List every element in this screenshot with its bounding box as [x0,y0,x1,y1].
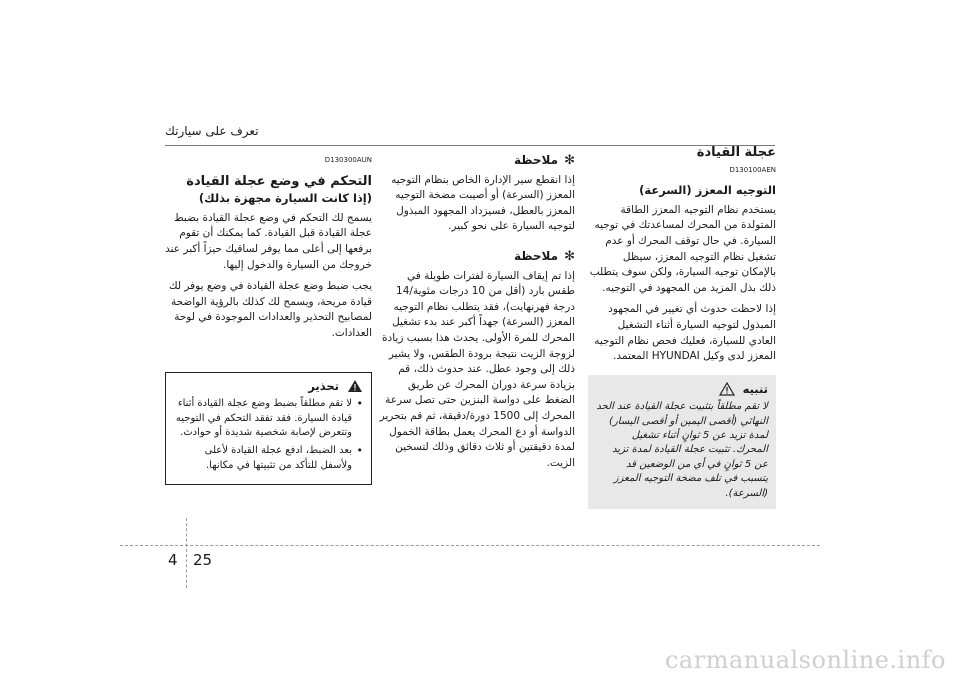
running-title: تعرف على سيارتك [165,124,259,138]
note-heading [377,249,575,265]
page-number: 25 [193,551,213,569]
paragraph: يسمح لك التحكم في وضع عجلة القيادة بضبط عجلة القيادة قبل القيادة. كما يمكنك أن تقوم برفعها إلى أعلى مما يوفر لساقيك حيزاً أكبر عند خروجك من السيارة والدخول إليها. [165,211,372,271]
note-text: إذا انقطع سير الإدارة الخاص بنظام التوجيه المعزز (السرعة) أو أصيبت مضخة التوجيه المعزز بالعطل، فسيزداد المجهود المبذول لتوجيه السيارة على نحو كبير. [391,173,575,233]
list-item: • لا تقم مطلقاً بضبط وضع عجلة القيادة أثناء قيادة السيارة. فقد تفقد التحكم في التوجيه وتتعرض لإصابة شخصية شديدة أو حوادث. [174,397,363,441]
asterisk-icon: ✻ [564,248,575,264]
ref-code: D130100AEN [729,165,776,174]
right-column [588,145,776,509]
list-item: • بعد الضبط، ادفع عجلة القيادة لأعلى ولأسفل للتأكد من تثبيتها في مكانها. [174,444,363,473]
caution-list [174,397,363,473]
footer-divider [186,518,187,588]
notice-heading [596,382,768,396]
watermark: carmanualsonline.info [664,646,946,674]
notice-title: تنبيه [742,381,768,396]
middle-column [377,153,575,477]
subheading-power-steering: التوجيه المعزز (السرعة) [639,183,776,198]
ref-code: D130300AUN [324,156,372,164]
paragraph: يجب ضبط وضع عجلة القيادة في وضع يوفر لك قيادة مريحة، ويسمح لك كذلك بالرؤية الواضحة لمصابيح التحذير والعدادات الموجودة في لوحة العدادات. [168,280,372,339]
caution-title: تحذير [308,378,339,393]
paragraph: يستخدم نظام التوجيه المعزز الطاقة المتولدة من المحرك لمساعدتك في توجيه السيارة. في حال توقف المحرك أو عدم تشغيل نظام التوجيه المعزز، سيظل بالإمكان توجيه السيارة، ولكن سوف يتطلب ذلك بذل المزيد من المجهود في التوجيه. [589,203,776,294]
section-number: 4 [168,551,178,569]
footer-rule [120,545,820,546]
notice-text: لا تقم مطلقاً بتثبيت عجلة القيادة عند الحد النهائي (أقصى اليمين أو أقصى اليسار) لمدة تزيد عن 5 ثوانٍ أثناء تشغيل المحرك. تثبيت عجلة القيادة لمدة تزيد عن 5 ثوانٍ في أي من الوضعين قد يتسبب في تلف مضخة التوجيه المعزز (السرعة). [596,401,768,499]
caution-heading [174,379,363,394]
caution-box [165,372,372,486]
left-column [165,153,372,485]
paragraph: إذا لاحظت حدوث أي تغيير في المجهود المبذول لتوجيه السيارة أثناء التشغيل العادي للسيارة، فعليك فحص نظام التوجيه المعزز لدى وكيل HYUNDAI المعتمد. [594,303,776,363]
warning-triangle-icon [719,382,735,396]
notice-box [588,375,776,509]
subheading-if-equipped: (إذا كانت السيارة مجهزة بذلك) [198,191,372,206]
asterisk-icon: ✻ [564,153,575,168]
note-heading [377,153,575,169]
note-title: ملاحظة [513,153,559,167]
note-text: إذا تم إيقاف السيارة لفترات طويلة في طقس بارد (أقل من 10 درجات مئوية/14 درجة فهرنهايت)، فقد يتطلب نظام التوجيه المعزز (السرعة) جهداً أكبر عند بدء تشغيل المحرك للمرة الأولى. يحدث هذا بسبب زيادة لزوجة الزيت نتيجة برودة الطقس، ولا يشير ذلك إلى وجود عطل. عند حدوث ذلك، قم بزيادة سرعة دوران المحرك عن طريق الضغط على دواسة البنزين حتى تصل سرعة المحرك إلى 1500 دورة/دقيقة، ثم قم بتحرير الدواسة أو دع المحرك يعمل بطاقة الخمول لمدة دقيقتين أو ثلاث دقائق وذلك لتسخين الزيت. [379,269,575,469]
section-title-tilt-steering: التحكم في وضع عجلة القيادة [186,173,372,189]
section-title-steering-wheel: عجلة القيادة [696,145,776,160]
note-title: ملاحظة [513,248,559,263]
warning-triangle-icon [347,379,363,393]
